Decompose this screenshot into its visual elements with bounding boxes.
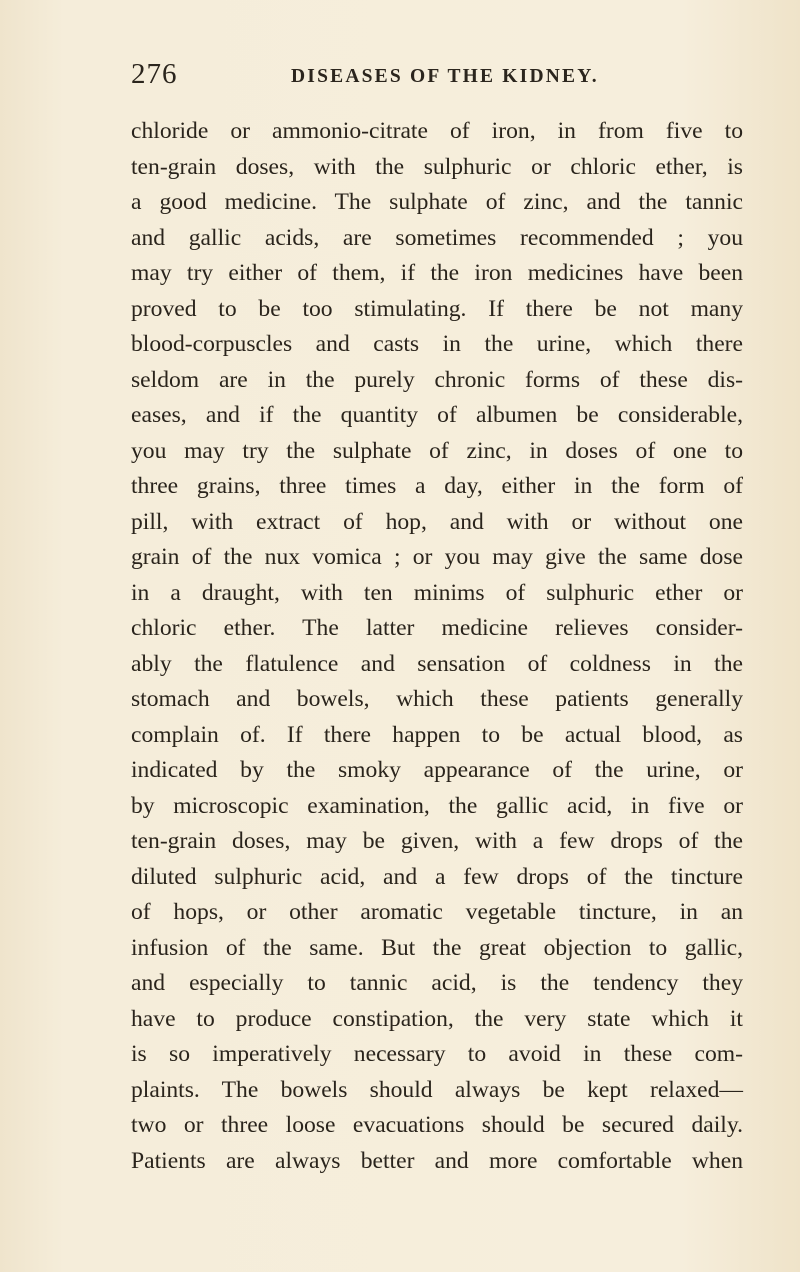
text-line: stomach and bowels, which these patients generally — [131, 686, 743, 712]
text-line: in a draught, with ten minims of sulphuric ether or — [131, 579, 743, 606]
body-text — [131, 114, 743, 1179]
text-line: and gallic acids, are sometimes recommended ; you — [131, 224, 743, 251]
text-line: Patients are always better and more comfortable when — [131, 1147, 743, 1174]
text-line: by microscopic examination, the gallic acid, in five or — [131, 792, 743, 819]
text-line: three grains, three times a day, either in the form of — [131, 473, 743, 499]
text-line: chloric ether. The latter medicine relieves consider- — [131, 615, 743, 641]
text-line: chloride or ammonio-citrate of iron, in from five to — [131, 118, 743, 144]
text-line: eases, and if the quantity of albumen be considerable, — [131, 402, 743, 428]
running-title: DISEASES OF THE KIDNEY. — [291, 66, 599, 87]
text-line: of hops, or other aromatic vegetable tincture, in an — [131, 899, 743, 925]
text-line: may try either of them, if the iron medicines have been — [131, 260, 743, 286]
text-line: ably the flatulence and sensation of coldness in the — [131, 650, 743, 677]
text-line: you may try the sulphate of zinc, in doses of one to — [131, 437, 743, 464]
text-line: proved to be too stimulating. If there be not many — [131, 295, 743, 322]
text-line: is so imperatively necessary to avoid in these com- — [131, 1041, 743, 1067]
text-line: two or three loose evacuations should be secured daily. — [131, 1112, 743, 1138]
text-line: blood-corpuscles and casts in the urine, which there — [131, 331, 743, 357]
text-line: pill, with extract of hop, and with or without one — [131, 508, 743, 535]
page-number: 276 — [131, 58, 178, 90]
text-line: grain of the nux vomica ; or you may give the same dose — [131, 544, 743, 570]
text-line: plaints. The bowels should always be kept relaxed— — [131, 1076, 743, 1103]
text-line: complain of. If there happen to be actual blood, as — [131, 721, 743, 748]
text-line: indicated by the smoky appearance of the urine, or — [131, 757, 743, 783]
text-line: a good medicine. The sulphate of zinc, and the tannic — [131, 189, 743, 215]
text-line: and especially to tannic acid, is the tendency they — [131, 970, 743, 996]
text-line: infusion of the same. But the great objection to gallic, — [131, 934, 743, 961]
text-line: have to produce constipation, the very state which it — [131, 1005, 743, 1032]
text-line: seldom are in the purely chronic forms of these dis- — [131, 366, 743, 393]
text-line: ten-grain doses, with the sulphuric or chloric ether, is — [131, 153, 743, 180]
text-line: ten-grain doses, may be given, with a few drops of the — [131, 828, 743, 854]
running-head — [131, 58, 743, 98]
text-line: diluted sulphuric acid, and a few drops of the tincture — [131, 863, 743, 890]
